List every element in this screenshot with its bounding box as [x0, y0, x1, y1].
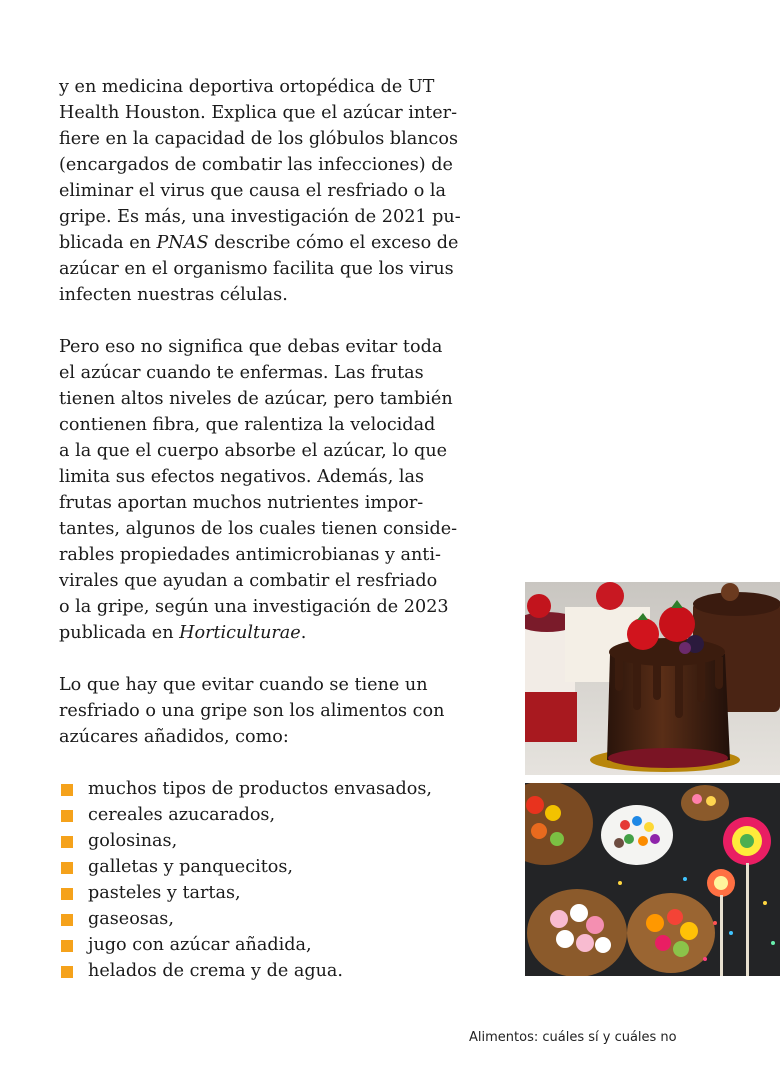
list-item: helados de crema y de agua. [59, 958, 499, 984]
list-item: jugo con azúcar añadida, [59, 932, 499, 958]
list-item: pasteles y tartas, [59, 880, 499, 906]
bullet-square-icon [61, 810, 73, 822]
running-footer: Alimentos: cuáles sí y cuáles no [469, 1030, 677, 1045]
list-item: cereales azucarados, [59, 802, 499, 828]
bullet-square-icon [61, 914, 73, 926]
list-item: muchos tipos de productos envasados, [59, 776, 499, 802]
bullet-square-icon [61, 784, 73, 796]
article-column [59, 74, 499, 984]
candy-photo [525, 783, 780, 976]
bullet-square-icon [61, 888, 73, 900]
paragraph-1: y en medicina deportiva ortopédica de UT Health Houston. Explica que el azúcar inter- fiere en la capacidad de los glóbulos blancos (encargados de combatir las infecciones) de eliminar el virus que causa el resfriado o la gripe. Es más, una investigación de 2021 pu- blicada en PNAS describe cómo el exceso de azúcar en el organismo facilita que los virus infecten nuestras células. [59, 77, 461, 305]
bullet-square-icon [61, 940, 73, 952]
journal-pnas: PNAS [156, 233, 209, 253]
bullet-square-icon [61, 836, 73, 848]
added-sugar-list [59, 776, 499, 984]
list-item: galletas y panquecitos, [59, 854, 499, 880]
list-item: gaseosas, [59, 906, 499, 932]
bullet-square-icon [61, 966, 73, 978]
list-item: golosinas, [59, 828, 499, 854]
paragraph-3: Lo que hay que evitar cuando se tiene un resfriado o una gripe son los alimentos con azúcares añadidos, como: [59, 675, 445, 747]
bullet-square-icon [61, 862, 73, 874]
paragraph-2: Pero eso no significa que debas evitar toda el azúcar cuando te enfermas. Las frutas tienen altos niveles de azúcar, pero también contienen fibra, que ralentiza la velocidad a la que el cuerpo absorbe el azúcar, lo que limita sus efectos negativos. Además, las frutas aportan muchos nutrientes impor- tantes, algunos de los cuales tienen conside- rables propiedades antimicrobianas y anti- virales que ayudan a combatir el resfriado o la gripe, según una investigación de 2023 publicada en Horticulturae. [59, 337, 458, 643]
cake-photo [525, 582, 780, 775]
journal-horticulturae: Horticulturae [179, 623, 301, 643]
